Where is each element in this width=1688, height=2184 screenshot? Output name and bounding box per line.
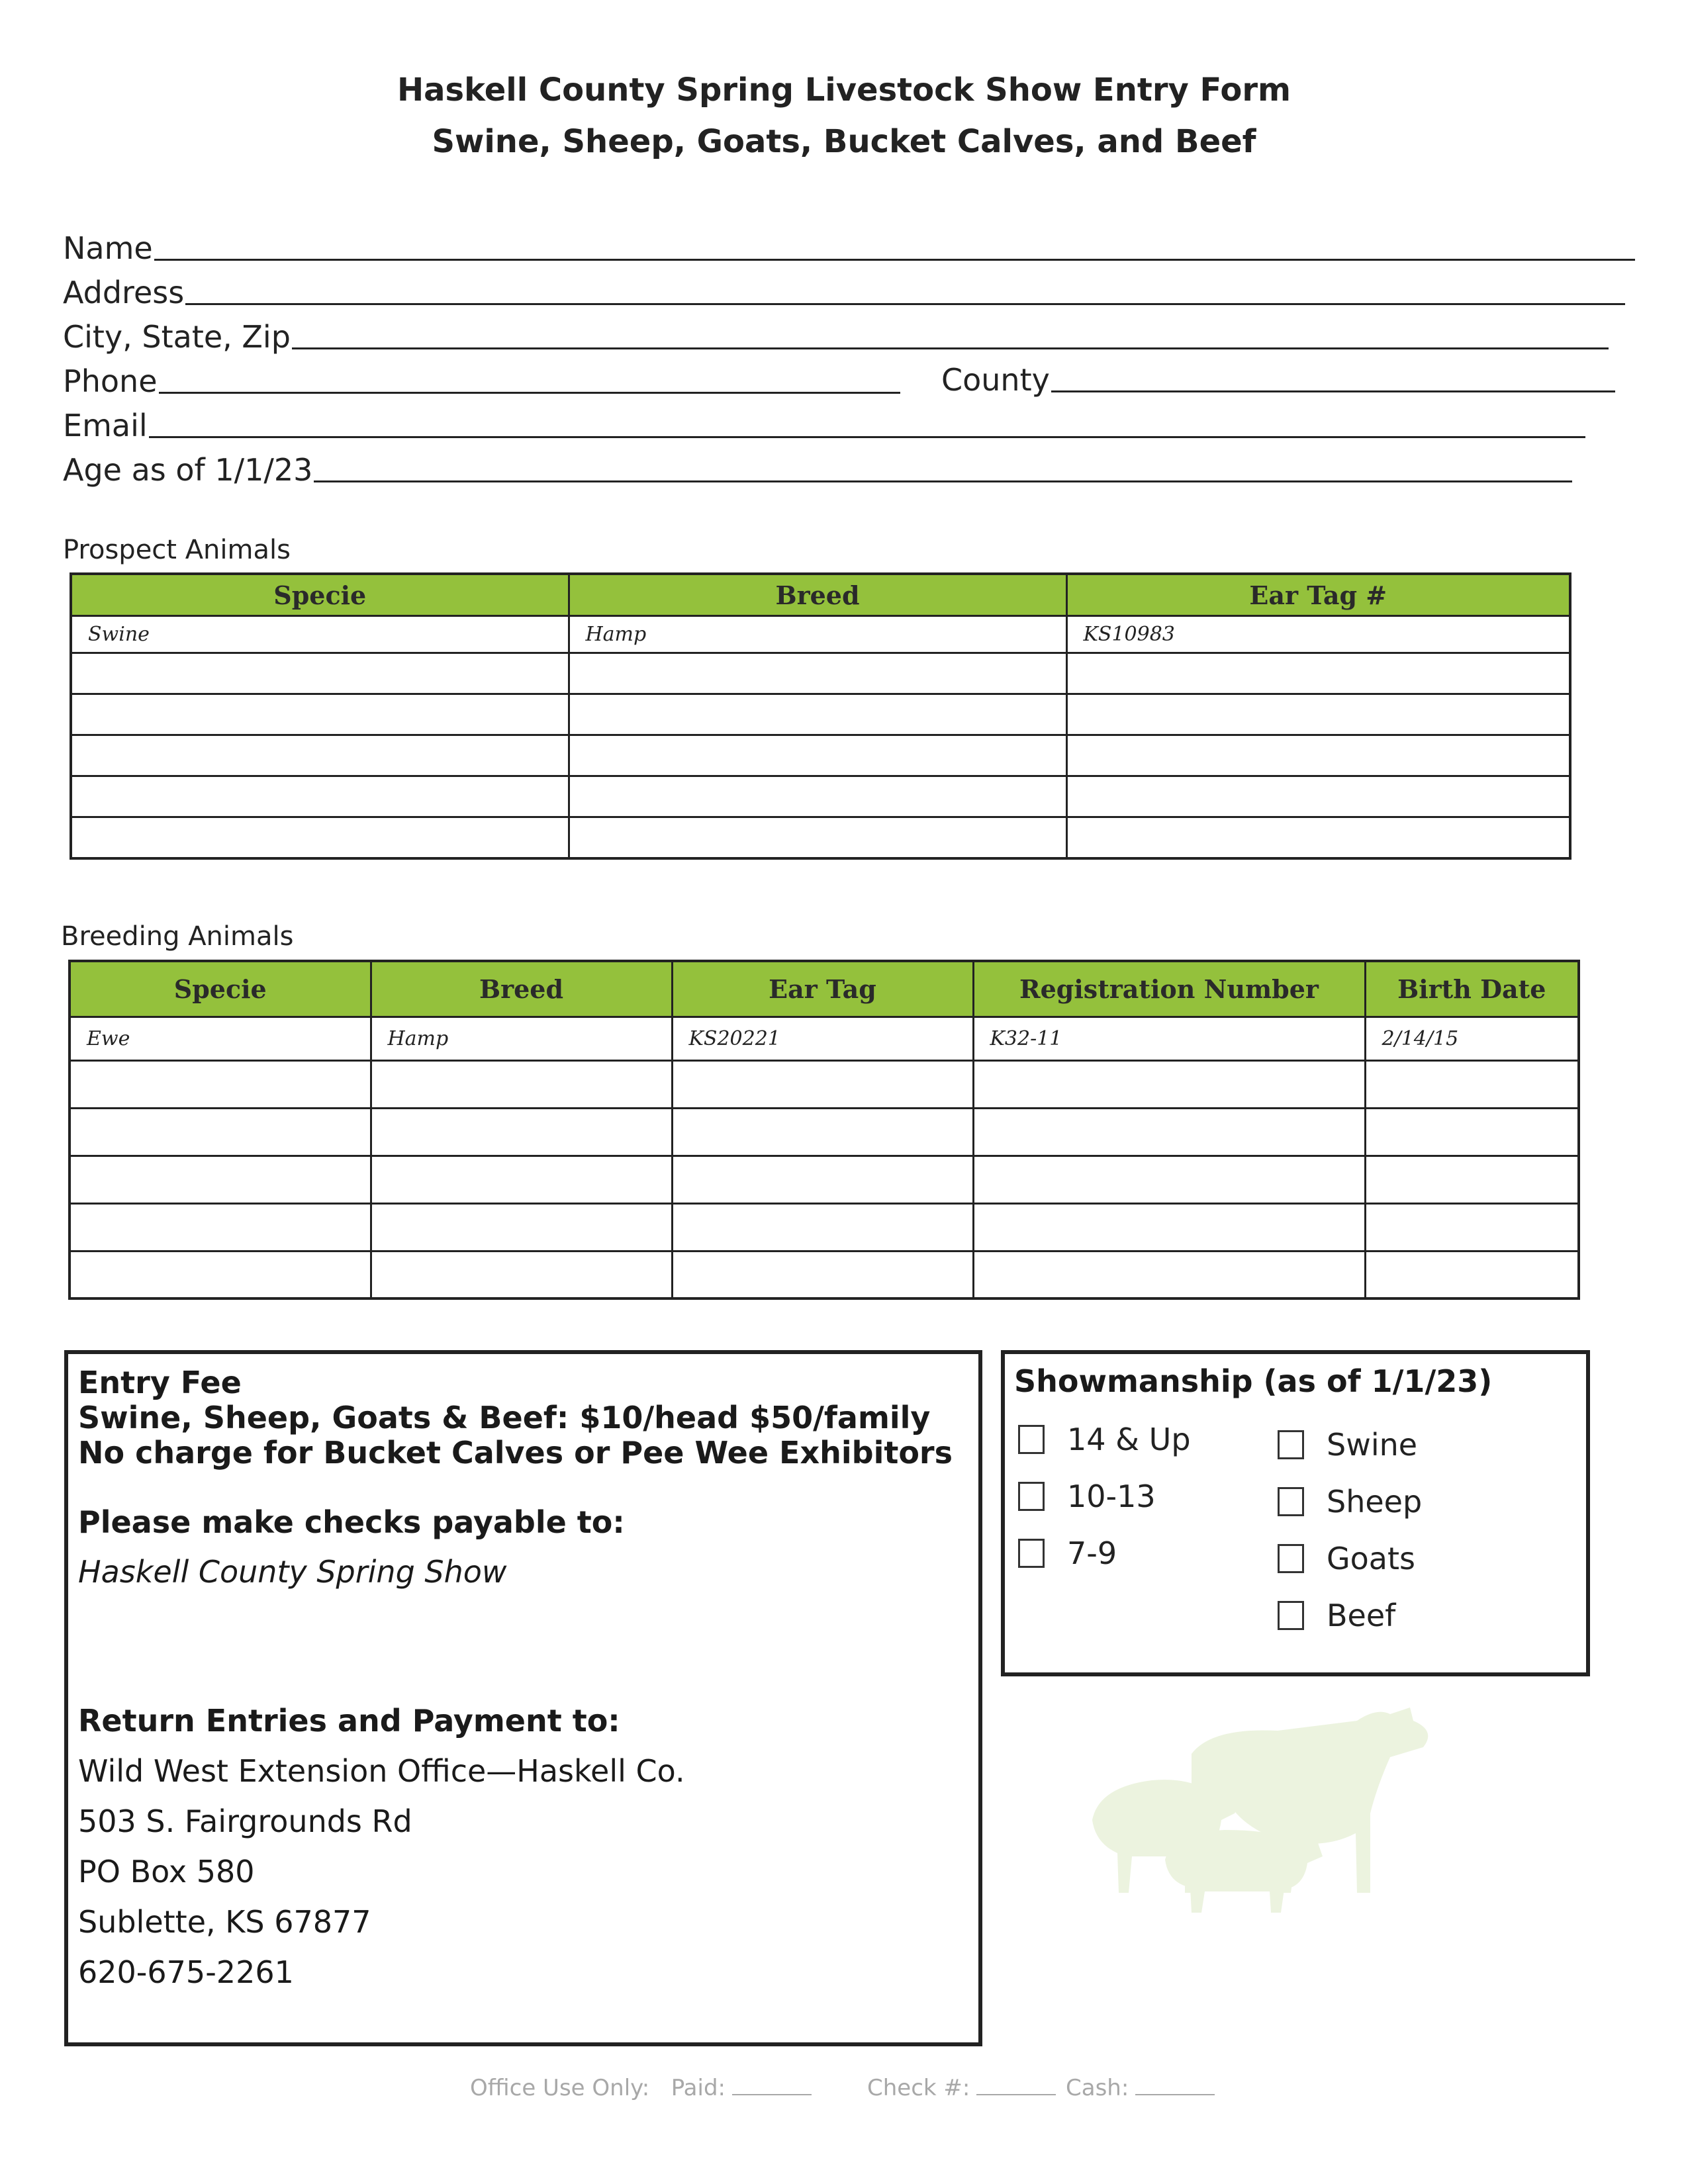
table-row [70,1203,1579,1251]
table-cell[interactable] [371,1203,672,1251]
table-cell[interactable] [371,1060,672,1108]
return-entries-label: Return Entries and Payment to: [78,1703,620,1739]
table-cell[interactable] [71,817,569,858]
entry-fee-title: Entry Fee [78,1365,242,1400]
showmanship-title: Showmanship (as of 1/1/23) [1014,1363,1493,1399]
table-cell[interactable] [371,1251,672,1298]
email-line[interactable] [149,436,1585,438]
table-cell[interactable] [569,817,1066,858]
table-cell[interactable] [71,776,569,817]
table-row [70,1251,1579,1298]
prospect-animals-table [70,572,1571,860]
table-cell[interactable]: Hamp [371,1017,672,1060]
table-cell[interactable] [973,1156,1365,1203]
entry-fee-no-charge: No charge for Bucket Calves or Pee Wee Exhibitors [78,1435,953,1471]
phone-label: Phone [63,363,158,399]
name-line[interactable] [154,259,1635,261]
species-swine-label: Swine [1327,1427,1418,1463]
age-7-9-label: 7-9 [1067,1535,1117,1571]
table-cell[interactable] [569,776,1066,817]
breeding-header-specie: Specie [70,961,371,1017]
species-sheep-label: Sheep [1327,1484,1423,1520]
table-row [71,776,1570,817]
table-cell[interactable] [1066,694,1570,735]
email-label: Email [63,408,148,443]
table-cell[interactable] [371,1156,672,1203]
table-cell[interactable] [71,694,569,735]
address-field[interactable] [63,267,1625,308]
age-14-up-option[interactable] [1018,1422,1191,1457]
prospect-header-row [71,574,1570,616]
table-row [70,1017,1579,1060]
table-row [70,1156,1579,1203]
office-check-line [867,2075,1056,2101]
table-cell[interactable] [672,1060,973,1108]
age-field[interactable] [63,444,1572,488]
prospect-animals-label: Prospect Animals [63,535,291,565]
table-row [71,694,1570,735]
phone-field[interactable] [63,355,900,399]
species-beef-checkbox[interactable] [1278,1601,1304,1630]
prospect-header-breed: Breed [569,574,1066,616]
name-field[interactable] [63,222,1635,266]
breeding-header-breed: Breed [371,961,672,1017]
table-cell[interactable] [973,1251,1365,1298]
breeding-header-row [70,961,1579,1017]
species-beef-label: Beef [1327,1598,1396,1633]
office-use-label: Office Use Only: [470,2075,650,2101]
form-subtitle: Swine, Sheep, Goats, Bucket Calves, and Beef [432,123,1256,160]
city-state-zip-label: City, State, Zip [63,319,291,355]
age-7-9-option[interactable] [1018,1535,1117,1571]
table-cell[interactable] [569,735,1066,776]
table-cell[interactable]: Swine [71,616,569,653]
payee-name: Haskell County Spring Show [78,1554,507,1590]
age-14-up-label: 14 & Up [1067,1422,1191,1457]
table-cell[interactable] [1365,1203,1579,1251]
table-cell[interactable] [71,653,569,694]
species-goats-option[interactable] [1278,1541,1415,1576]
table-cell[interactable] [1365,1108,1579,1156]
breeding-header-birth-date: Birth Date [1365,961,1579,1017]
table-cell[interactable] [672,1251,973,1298]
table-cell[interactable] [973,1108,1365,1156]
table-cell[interactable]: Hamp [569,616,1066,653]
age-14-up-checkbox[interactable] [1018,1425,1045,1454]
species-beef-option[interactable] [1278,1598,1395,1633]
office-check-label: Check #: [867,2075,970,2101]
table-row [71,735,1570,776]
species-sheep-checkbox[interactable] [1278,1487,1304,1516]
table-row [71,616,1570,653]
table-cell[interactable] [1066,653,1570,694]
checks-payable-label: Please make checks payable to: [78,1504,625,1540]
table-cell[interactable] [70,1203,371,1251]
prospect-header-ear-tag: Ear Tag # [1066,574,1570,616]
name-label: Name [63,230,153,266]
office-check-blank[interactable] [976,2078,1056,2095]
form-title: Haskell County Spring Livestock Show Entry Form [397,71,1291,109]
table-cell[interactable] [569,694,1066,735]
species-sheep-option[interactable] [1278,1484,1422,1520]
table-cell[interactable] [1365,1060,1579,1108]
table-row [71,653,1570,694]
age-10-13-option[interactable] [1018,1479,1156,1514]
breeding-animals-label: Breeding Animals [61,921,294,952]
age-label: Age as of 1/1/23 [63,452,313,488]
table-cell[interactable]: K32-11 [973,1017,1365,1060]
species-goats-label: Goats [1327,1541,1415,1576]
table-cell[interactable] [70,1060,371,1108]
table-cell[interactable] [1365,1251,1579,1298]
email-field[interactable] [63,400,1585,441]
species-goats-checkbox[interactable] [1278,1544,1304,1573]
address-line[interactable] [185,303,1625,305]
table-cell[interactable] [71,735,569,776]
table-cell[interactable] [1066,817,1570,858]
office-cash-line [1066,2075,1215,2101]
table-cell[interactable] [672,1156,973,1203]
species-swine-checkbox[interactable] [1278,1430,1304,1459]
county-label: County [941,362,1050,398]
office-cash-blank[interactable] [1135,2078,1215,2095]
office-use-line [470,2075,812,2101]
entry-fee-rate: Swine, Sheep, Goats & Beef: $10/head $50/family [78,1400,931,1435]
return-street: 503 S. Fairgrounds Rd [78,1803,412,1839]
table-cell[interactable]: KS10983 [1066,616,1570,653]
table-cell[interactable] [70,1156,371,1203]
table-row [70,1060,1579,1108]
phone-line[interactable] [159,392,901,394]
table-cell[interactable] [1066,735,1570,776]
county-field[interactable] [941,354,1615,398]
city-state-zip-line[interactable] [292,347,1609,349]
return-po-box: PO Box 580 [78,1854,255,1889]
table-cell[interactable] [672,1203,973,1251]
city-state-zip-field[interactable] [63,311,1609,355]
address-label: Address [63,275,185,310]
age-7-9-checkbox[interactable] [1018,1539,1045,1568]
prospect-header-specie: Specie [71,574,569,616]
table-cell[interactable] [70,1108,371,1156]
breeding-header-registration: Registration Number [973,961,1365,1017]
table-cell[interactable] [973,1203,1365,1251]
table-cell[interactable] [569,653,1066,694]
return-phone: 620-675-2261 [78,1954,294,1990]
table-cell[interactable] [371,1108,672,1156]
return-city: Sublette, KS 67877 [78,1904,371,1940]
table-cell[interactable] [973,1060,1365,1108]
return-office: Wild West Extension Office—Haskell Co. [78,1753,685,1789]
table-cell[interactable] [1365,1156,1579,1203]
office-paid-label: Paid: [671,2075,726,2101]
table-row [71,817,1570,858]
age-10-13-checkbox[interactable] [1018,1482,1045,1511]
table-cell[interactable]: KS20221 [672,1017,973,1060]
table-cell[interactable]: Ewe [70,1017,371,1060]
breeding-animals-table [68,960,1580,1300]
age-10-13-label: 10-13 [1067,1479,1156,1514]
species-swine-option[interactable] [1278,1427,1417,1463]
table-cell[interactable] [1066,776,1570,817]
county-line[interactable] [1051,390,1615,392]
office-cash-label: Cash: [1066,2075,1129,2101]
table-cell[interactable] [672,1108,973,1156]
table-cell[interactable] [70,1251,371,1298]
age-line[interactable] [314,480,1572,482]
office-paid-blank[interactable] [732,2078,812,2095]
table-cell[interactable]: 2/14/15 [1365,1017,1579,1060]
breeding-header-ear-tag: Ear Tag [672,961,973,1017]
livestock-silhouette-icon [1079,1694,1489,1933]
table-row [70,1108,1579,1156]
